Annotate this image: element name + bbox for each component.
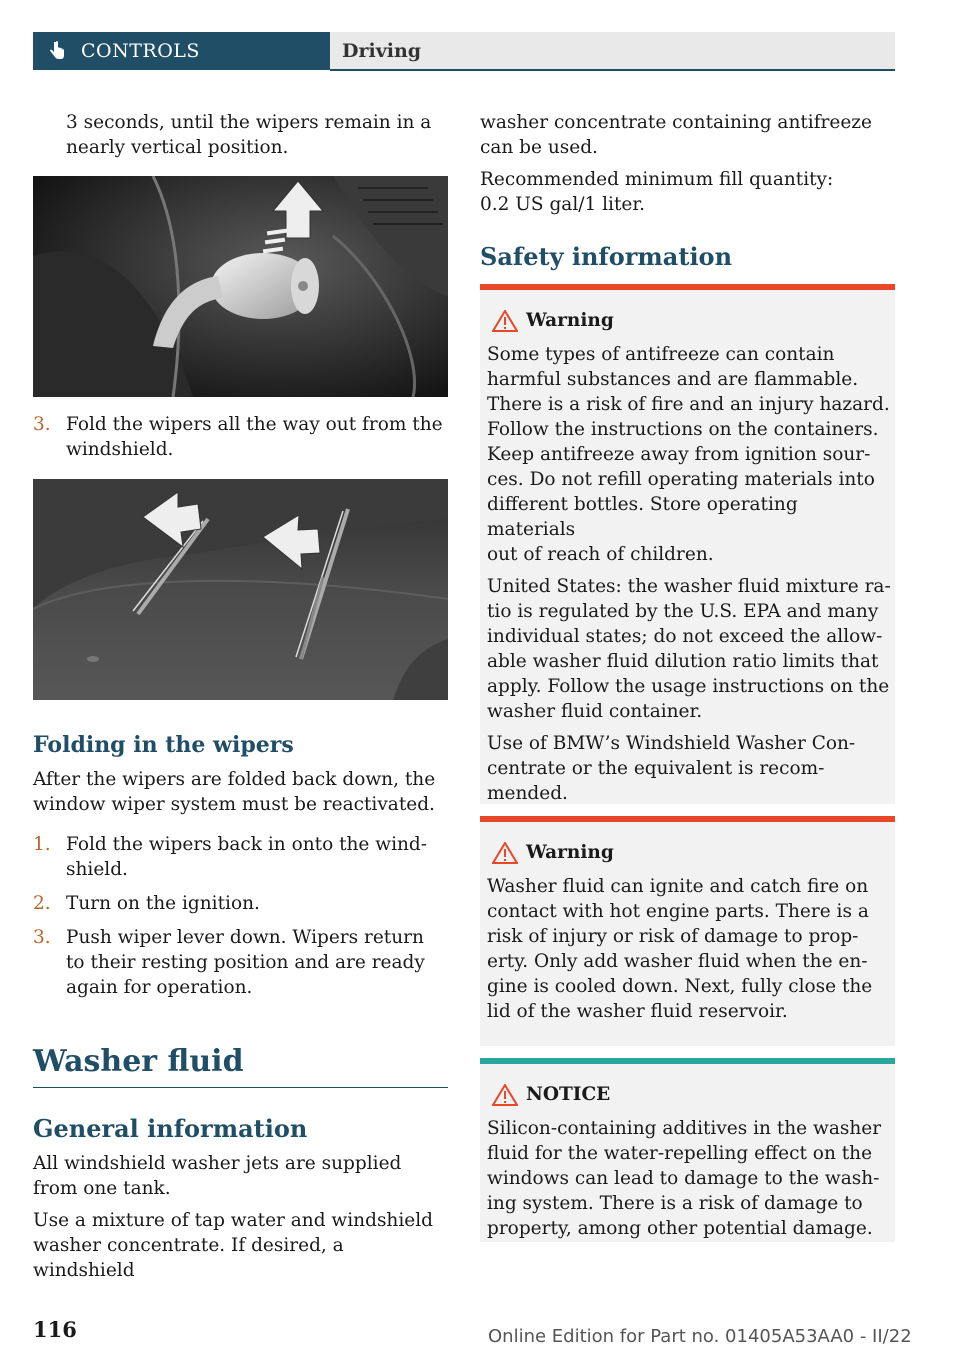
warning-body: Some types of antifreeze can contain harmful substances and are flammable. There is a risk of fire and an injury hazard. Follow the instructions on the containers. Keep antifreeze away from ignition sour- ces. Do not refill operating materials into different bottles. Store operating materials out of reach of children. United States: the washer fluid mixture ra- tio is regulated by the U.S. EPA and many individual states; do not exceed the allow- able washer fluid dilution ratio limits that apply. Follow the usage instructions on the washer fluid container. Use of BMW’s Windshield Washer Con- centrate or the equivalent is recom- mended.: [487, 344, 891, 804]
warning-title: Warning: [526, 842, 614, 863]
chapter-header: [330, 32, 895, 70]
list-item: 3. Fold the wipers all the way out from the windshield.: [33, 414, 443, 460]
general-text-1: All windshield washer jets are supplied from one tank.: [33, 1153, 402, 1199]
warning-bar: [480, 816, 895, 822]
notice-body: Silicon-containing additives in the washer fluid for the water-repelling effect on the windows can lead to damage to the wash- ing system. There is a risk of damage to property, among other potential damage.: [487, 1118, 882, 1239]
warning-icon: [492, 842, 518, 864]
warning-box: [480, 284, 895, 804]
washer-fluid-heading: Washer fluid: [33, 1044, 244, 1079]
warning-icon: [492, 1084, 518, 1106]
folding-heading: Folding in the wipers: [33, 732, 294, 758]
notice-title: NOTICE: [526, 1084, 611, 1105]
list-item: 1. Fold the wipers back in onto the wind- shield.: [33, 834, 428, 880]
wiper-lever-photo: [33, 176, 448, 397]
intro-text: 3 seconds, until the wipers remain in a nearly vertical position.: [66, 112, 432, 158]
page-number: 116: [33, 1317, 77, 1342]
header-rule: [330, 69, 895, 71]
warning-bar: [480, 284, 895, 290]
warning-box: [480, 816, 895, 1046]
warning-title: Warning: [526, 310, 614, 331]
general-text-2: Use a mixture of tap water and windshield washer concentrate. If desired, a windshield: [33, 1210, 433, 1281]
continued-text: washer concentrate containing antifreeze can be used.: [480, 112, 872, 158]
chapter-title: Driving: [342, 40, 422, 62]
hand-pointer-icon: [45, 39, 69, 63]
windshield-wipers-photo: [33, 479, 448, 700]
general-heading: General information: [33, 1114, 308, 1143]
list-item: 3. Push wiper lever down. Wipers return to their resting position and are ready again for operation.: [33, 927, 425, 998]
list-item: 2. Turn on the ignition.: [33, 893, 260, 914]
edition-footer: Online Edition for Part no. 01405A53AA0 - II/22: [488, 1326, 912, 1347]
section-label: CONTROLS: [81, 40, 200, 62]
notice-bar: [480, 1058, 895, 1064]
section-tab: [33, 32, 330, 70]
folding-text: After the wipers are folded back down, the window wiper system must be reactivated.: [33, 769, 436, 815]
fill-quantity-text: Recommended minimum fill quantity: 0.2 US gal/1 liter.: [480, 169, 834, 215]
warning-icon: [492, 310, 518, 332]
warning-body: Washer fluid can ignite and catch fire on contact with hot engine parts. There is a risk of injury or risk of damage to prop- erty. Only add washer fluid when the en- gine is cooled down. Next, fully close the lid of the washer fluid reservoir.: [487, 876, 873, 1022]
heading-rule: [33, 1087, 448, 1088]
safety-heading: Safety information: [480, 242, 733, 271]
notice-box: [480, 1058, 895, 1242]
